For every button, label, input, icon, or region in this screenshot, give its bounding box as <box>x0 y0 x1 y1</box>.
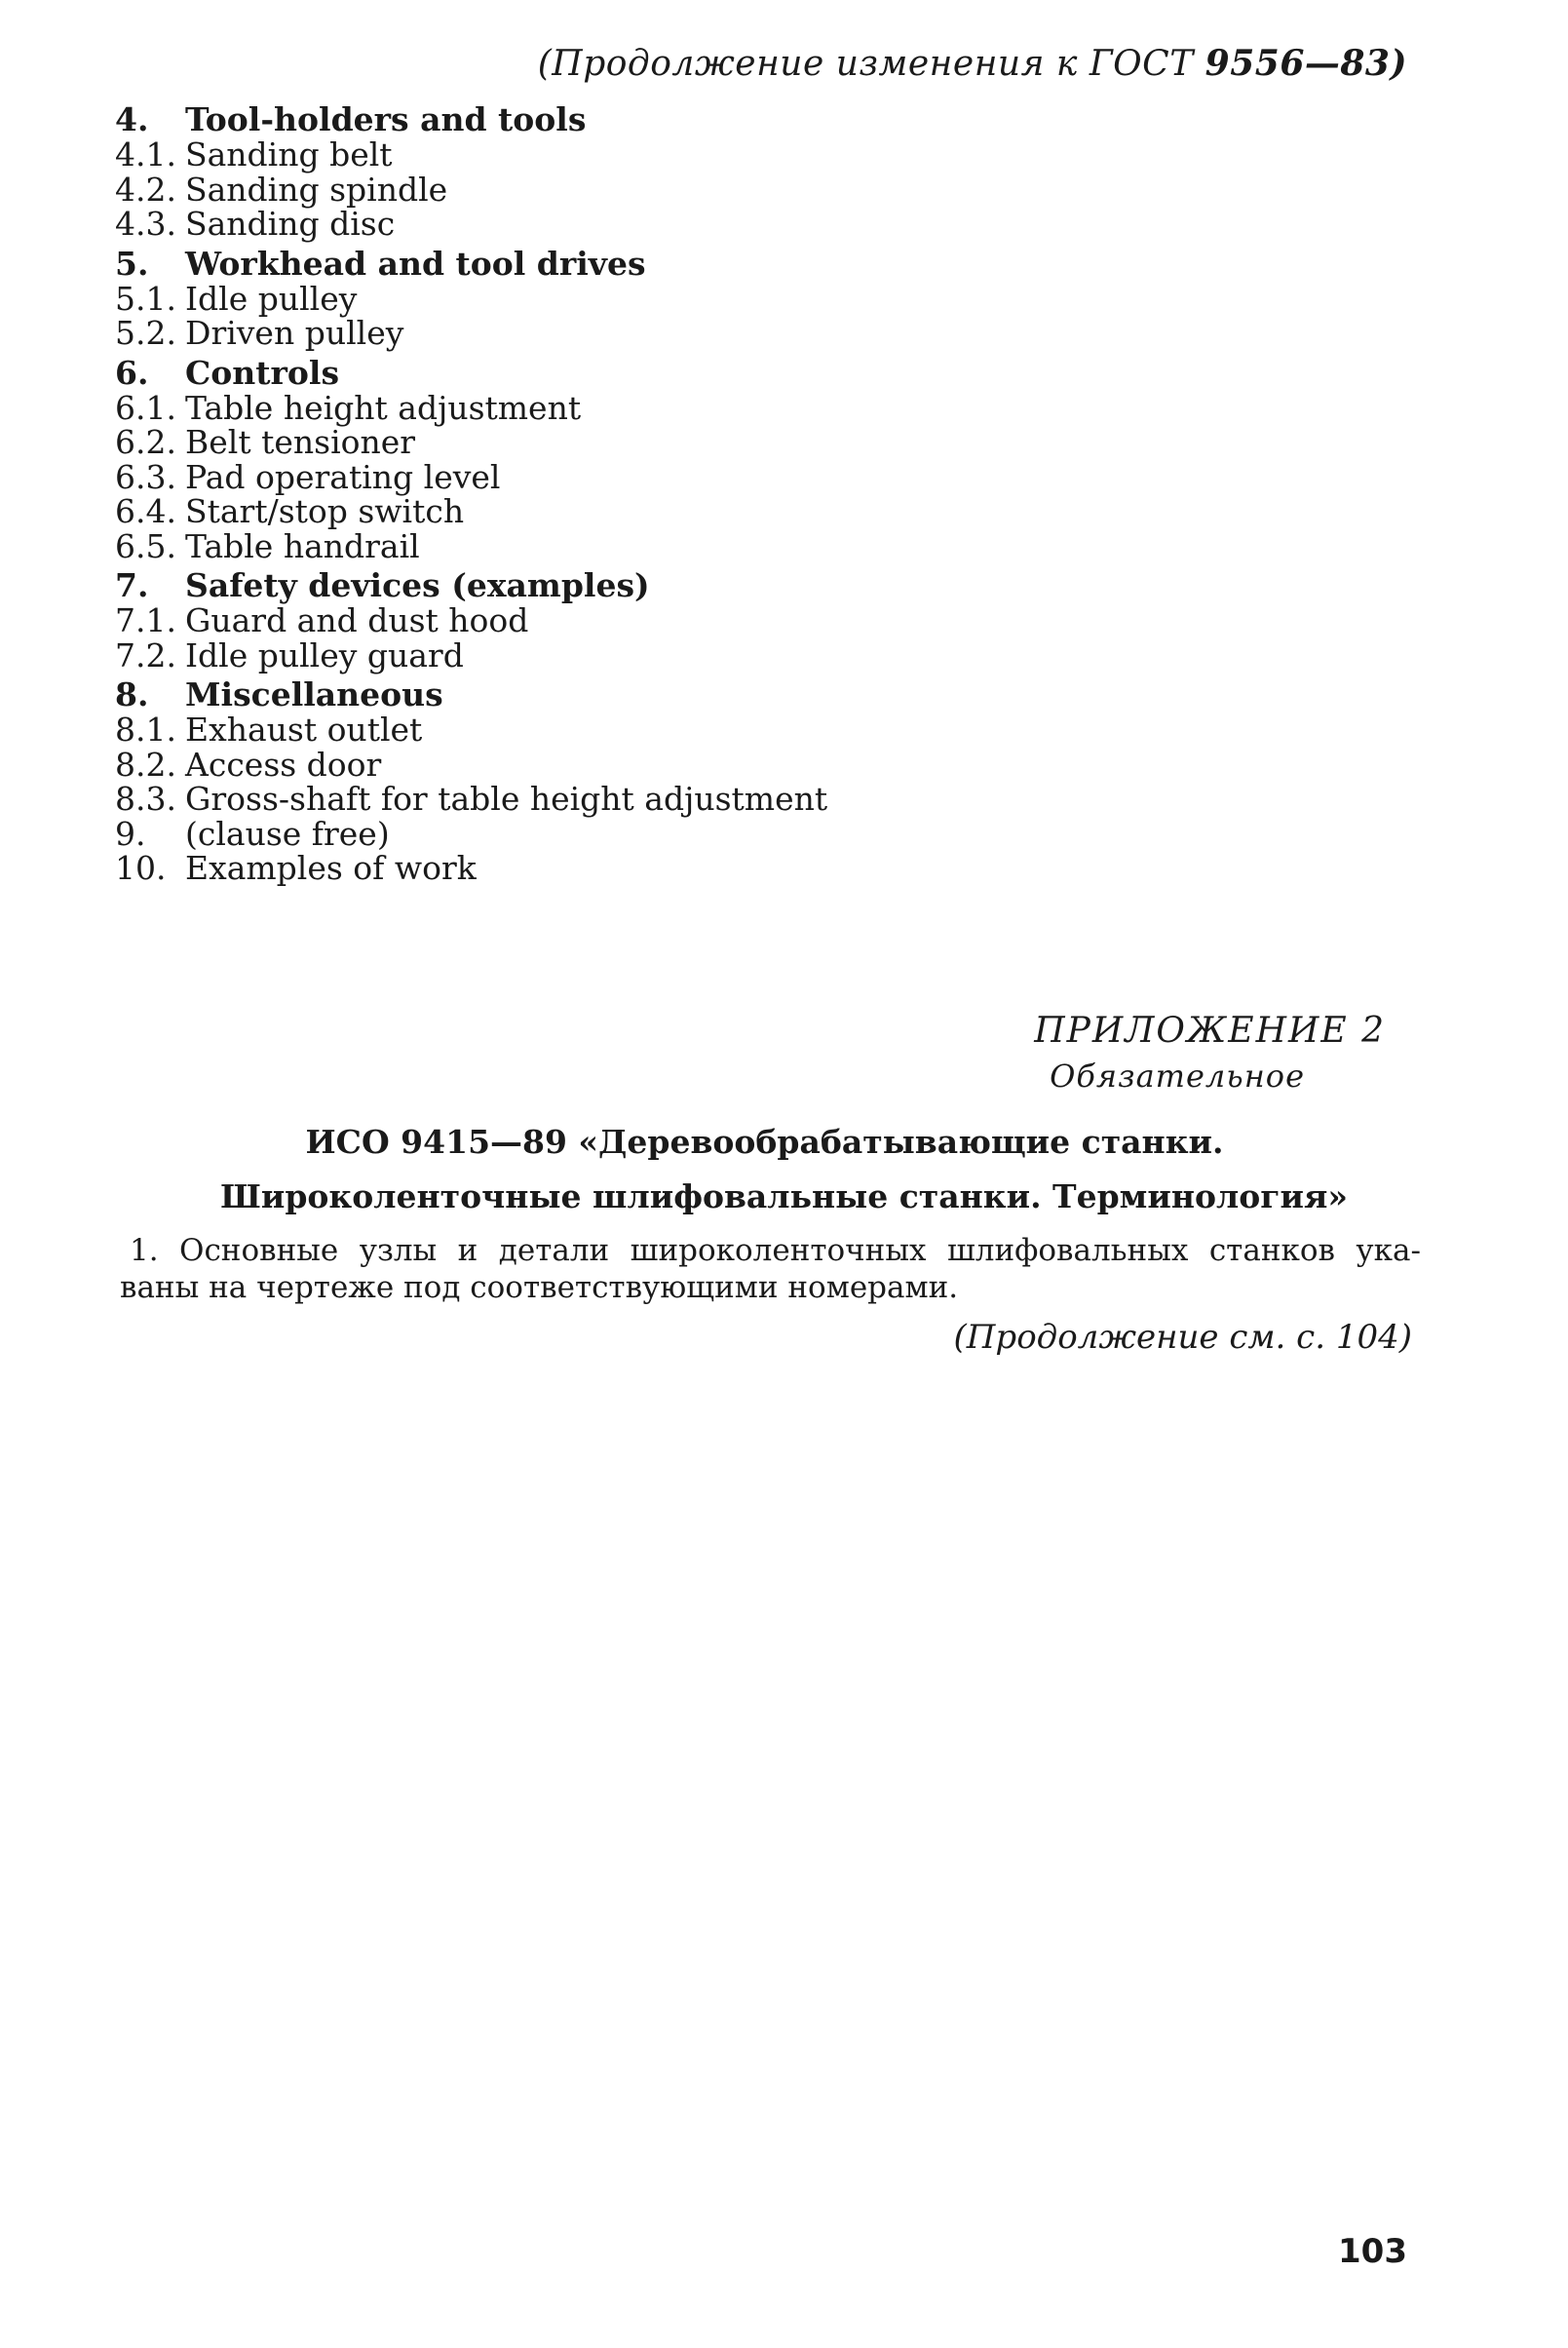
iso-title-line-2: Широколенточные шлифовальные станки. Терминология» <box>220 1177 1348 1215</box>
item-number: 5.1. <box>115 279 176 318</box>
section-heading <box>115 355 1382 391</box>
iso-title-line-1: ИСО 9415—89 «Деревообрабатывающие станки. <box>305 1123 1224 1161</box>
list-item <box>115 207 1382 242</box>
item-text: Table height adjustment <box>185 388 582 427</box>
item-number: 6.2. <box>115 423 176 461</box>
item-text: Start/stop switch <box>185 492 465 530</box>
item-number: 6.1. <box>115 388 176 427</box>
list-item <box>115 635 1382 674</box>
item-number: 5. <box>115 244 149 283</box>
section-heading <box>115 676 1382 712</box>
page-number: 103 <box>1338 2232 1407 2271</box>
item-text: Controls <box>185 353 340 392</box>
item-number: 6.4. <box>115 492 176 530</box>
section-heading <box>115 567 1382 603</box>
item-number: 8.3. <box>115 780 176 818</box>
item-text: Sanding disc <box>185 205 396 243</box>
list-item <box>115 851 1382 886</box>
item-text: Table handrail <box>185 526 420 565</box>
item-text: Sanding spindle <box>185 170 448 209</box>
body-line-2: ваны на чертеже под соответствующими номерами. <box>120 1270 959 1305</box>
item-text: Idle pulley <box>185 279 358 318</box>
list-item <box>115 316 1382 351</box>
item-number: 7.2. <box>115 635 176 674</box>
list-item <box>115 279 1382 318</box>
list-item <box>115 745 1382 784</box>
body-line-1: 1. Основные узлы и детали широколенточных шлифовальных станков ука- <box>130 1233 1421 1268</box>
list-item <box>115 137 1382 173</box>
item-number: 8.2. <box>115 745 176 784</box>
continuation-note: (Продолжение см. с. 104) <box>953 1318 1412 1357</box>
list-item <box>115 603 1382 638</box>
item-text: Sanding belt <box>185 135 393 173</box>
item-text: Guard and dust hood <box>185 601 529 639</box>
appendix-title: ПРИЛОЖЕНИЕ 2 <box>1034 1011 1386 1051</box>
continuation-header <box>538 43 1407 84</box>
item-number: 6.3. <box>115 457 176 496</box>
item-number: 7.1. <box>115 601 176 639</box>
item-number: 5.2. <box>115 314 176 352</box>
list-item <box>115 457 1382 496</box>
list-item <box>115 712 1382 748</box>
list-item <box>115 170 1382 209</box>
list-item <box>115 782 1382 817</box>
item-text: Workhead and tool drives <box>185 244 646 283</box>
item-text: Access door <box>185 745 382 784</box>
item-number: 8. <box>115 675 149 713</box>
appendix-subtitle: Обязательное <box>1050 1058 1305 1095</box>
item-text: Safety devices (examples) <box>185 566 650 604</box>
item-number: 4.2. <box>115 170 176 209</box>
item-number: 8.1. <box>115 711 176 749</box>
item-text: Gross-shaft for table height adjustment <box>185 780 828 818</box>
list-item <box>115 814 1382 853</box>
item-text: Miscellaneous <box>185 675 443 713</box>
item-number: 9. <box>115 814 146 853</box>
list-item <box>115 425 1382 460</box>
item-number: 4.3. <box>115 205 176 243</box>
item-number: 10. <box>115 849 167 887</box>
item-number: 4.1. <box>115 135 176 173</box>
item-text: Driven pulley <box>185 314 404 352</box>
item-number: 4. <box>115 100 149 138</box>
item-number: 6. <box>115 353 149 392</box>
item-text: Exhaust outlet <box>185 711 423 749</box>
item-text: Examples of work <box>185 849 477 887</box>
section-heading <box>115 101 1382 137</box>
list-item <box>115 526 1382 565</box>
item-text: (clause free) <box>185 814 390 853</box>
item-number: 6.5. <box>115 526 176 565</box>
section-heading <box>115 246 1382 282</box>
list-item <box>115 388 1382 427</box>
body-paragraph <box>115 1232 1421 1306</box>
item-text: Idle pulley guard <box>185 635 464 674</box>
item-text: Belt tensioner <box>185 423 416 461</box>
continuation-standard: 9556—83) <box>1205 43 1407 84</box>
item-text: Tool-holders and tools <box>185 100 587 138</box>
item-text: Pad operating level <box>185 457 501 496</box>
item-number: 7. <box>115 566 149 604</box>
continuation-prefix: (Продолжение изменения к ГОСТ <box>537 44 1205 84</box>
terms-list <box>115 101 1382 886</box>
list-item <box>115 494 1382 529</box>
